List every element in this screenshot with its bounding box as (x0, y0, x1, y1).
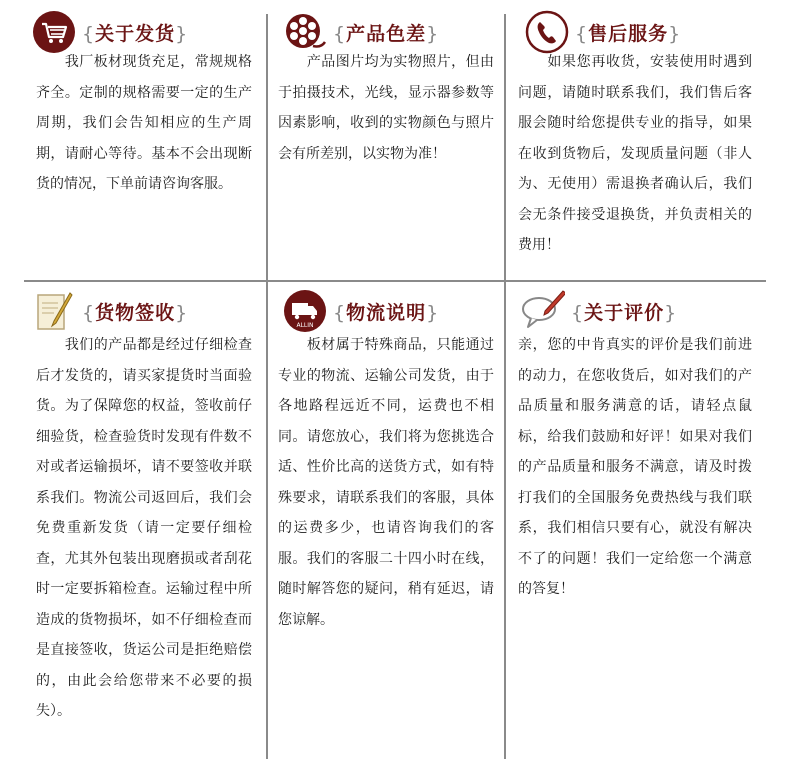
section-body: 我厂板材现货充足，常规规格齐全。定制的规格需要一定的生产周期，我们会告知相应的生产周期，请耐心等待。基本不会出现断货的情况，下单前请咨询客服。 (36, 54, 252, 192)
section-body: 如果您再收货，安装使用时遇到问题，请随时联系我们，我们售后客服会随时给您提供专业的指导，如果在收到货物后，发现质量问题（非人为、无使用）需退换者确认后，我们会无条件接受退换货，并负责相关的费用！ (518, 54, 752, 253)
section-title: {物流说明} (333, 301, 440, 324)
section-title: {产品色差} (333, 22, 440, 45)
section-body: 板材属于特殊商品，只能通过专业的物流、运输公司发货，由于各地路程远近不同，运费也不相同。请您放心，我们将为您挑选合适、性价比高的送货方式，如有特殊要求，请联系我们的客服，具体的运费多少，也请咨询我们的客服。我们的客服二十四小时在线，随时解答您的疑问，稍有延迟，请您谅解。 (278, 337, 494, 628)
section-logistics-header (283, 289, 439, 333)
section-title: {货物签收} (82, 301, 189, 324)
section-receipt-header (32, 289, 188, 333)
divider-vertical-2 (504, 14, 506, 759)
document-pen-icon (32, 289, 76, 333)
delivery-truck-icon (283, 289, 327, 333)
divider-vertical-1 (266, 14, 268, 759)
section-reviews-header (521, 289, 677, 333)
divider-horizontal (24, 280, 766, 282)
speech-bubble-pen-icon (521, 289, 565, 333)
svg-text:ALLIN: ALLIN (296, 322, 314, 329)
section-title: {关于评价} (571, 301, 678, 324)
section-body: 亲，您的中肯真实的评价是我们前进的动力，在您收货后，如对我们的产品质量和服务满意的话，请轻点鼠标，给我们鼓励和好评！如果对我们的产品质量和服务不满意，请及时拨打我们的全国服务免费热线与我们联系，我们相信只要有心，就没有解决不了的问题！我们一定给您一个满意的答复！ (518, 337, 752, 597)
section-title: {关于发货} (82, 22, 189, 45)
section-body: 我们的产品都是经过仔细检查后才发货的，请买家提货时当面验货。为了保障您的权益，签收前仔细验货，检查验货时发现有件数不对或者运输损坏，请不要签收并联系我们。物流公司返回后，我们会免费重新发货（请一定要仔细检查，尤其外包装出现磨损或者刮花时一定要拆箱检查。运输过程中所造成的货物损坏，如不仔细检查而是直接签收，货运公司是拒绝赔偿的，由此会给您带来不必要的损失）。 (36, 337, 252, 719)
section-body: 产品图片均为实物照片，但由于拍摄技术，光线，显示器参数等因素影响，收到的实物颜色与照片会有所差别，以实物为准！ (278, 54, 494, 162)
section-title: {售后服务} (575, 22, 682, 45)
